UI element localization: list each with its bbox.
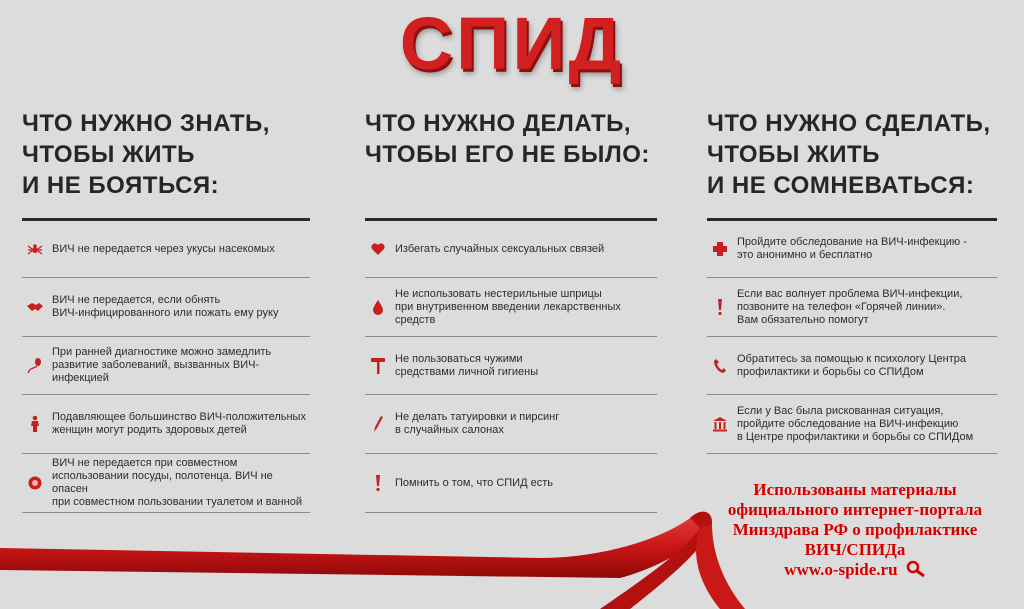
item-text: Не пользоваться чужими средствами личной гигиены <box>395 352 539 378</box>
item-text: ВИЧ не передается при совместном использовании посуды, полотенца. ВИЧ не опасен при совместном пользовании туалетом и ванной <box>52 457 302 508</box>
heading-line: ЧТО НУЖНО СДЕЛАТЬ, <box>707 110 991 137</box>
item-text: Избегать случайных сексуальных связей <box>395 242 605 255</box>
heading-line: И НЕ СОМНЕВАТЬСЯ: <box>707 172 975 199</box>
razor-icon <box>369 357 387 375</box>
column-accomplish <box>707 108 997 454</box>
toilet-icon <box>26 474 44 492</box>
exclamation-icon <box>369 474 387 492</box>
list-item <box>22 221 310 278</box>
list-item <box>365 278 657 337</box>
item-text: При ранней диагностике можно замедлить развитие заболеваний, вызванных ВИЧ-инфекцией <box>52 346 272 384</box>
heading-line: И НЕ БОЯТЬСЯ: <box>22 172 220 199</box>
phone-icon <box>711 357 729 375</box>
sperm-icon <box>26 357 44 375</box>
item-text: Помнить о том, что СПИД есть <box>395 476 553 489</box>
blood-drop-icon <box>369 298 387 316</box>
credit-line: ВИЧ/СПИДа <box>804 540 906 559</box>
credit-line: Минздрава РФ о профилактике <box>732 520 978 539</box>
list-item <box>365 221 657 278</box>
column-know <box>22 108 310 513</box>
column-do <box>365 108 657 513</box>
item-text: Подавляющее большинство ВИЧ-положительных женщин могут родить здоровых детей <box>52 411 306 436</box>
exclamation-icon <box>711 298 729 316</box>
item-text: Не делать татуировки и пирсинг в случайных салонах <box>395 411 560 436</box>
item-text: ВИЧ не передается, если обнять ВИЧ-инфицированного или пожать ему руку <box>52 294 279 319</box>
heading-line: ЧТО НУЖНО ДЕЛАТЬ, <box>365 110 632 137</box>
list-item <box>707 395 997 454</box>
heading-line: ЧТОБЫ ЖИТЬ <box>707 141 880 168</box>
building-icon <box>711 415 729 433</box>
item-text: ВИЧ не передается через укусы насекомых <box>52 242 275 255</box>
column-heading <box>365 108 657 204</box>
heart-icon <box>369 240 387 258</box>
credit-line: Использованы материалы <box>753 480 957 499</box>
search-icon <box>906 560 926 578</box>
item-text: Обратитесь за помощью к психологу Центра профилактики и борьбы со СПИДом <box>737 352 966 378</box>
list-item <box>22 337 310 395</box>
site-link[interactable]: www.o-spide.ru <box>784 560 898 579</box>
item-text: Не использовать нестерильные шприцы при внутривенном введении лекарственных средств <box>395 287 621 326</box>
list-item <box>707 221 997 278</box>
list-item <box>22 395 310 454</box>
list-item <box>707 278 997 337</box>
item-text: Если вас волнует проблема ВИЧ-инфекции, позвоните на телефон «Горячей линии». Вам обязательно помогут <box>737 287 963 326</box>
pregnant-woman-icon <box>26 415 44 433</box>
handshake-icon <box>26 298 44 316</box>
credit-line: официального интернет-портала <box>727 500 983 519</box>
heading-line: ЧТОБЫ ЖИТЬ <box>22 141 195 168</box>
list-item <box>365 395 657 454</box>
heading-line: ЧТО НУЖНО ЗНАТЬ, <box>22 110 270 137</box>
page-title: СПИД <box>399 2 625 85</box>
column-heading <box>22 108 310 204</box>
list-item <box>22 278 310 337</box>
list-item <box>365 337 657 395</box>
heading-line: ЧТОБЫ ЕГО НЕ БЫЛО: <box>365 141 650 168</box>
column-heading <box>707 108 997 204</box>
item-text: Пройдите обследование на ВИЧ-инфекцию - это анонимно и бесплатно <box>737 236 967 261</box>
list-item <box>707 337 997 395</box>
spider-icon <box>26 240 44 258</box>
item-text: Если у Вас была рискованная ситуация, пройдите обследование на ВИЧ-инфекцию в Центре профилактики и борьбы со СПИДом <box>737 404 974 443</box>
medical-cross-icon <box>711 240 729 258</box>
tattoo-needle-icon <box>369 415 387 433</box>
source-credit <box>700 480 1010 580</box>
